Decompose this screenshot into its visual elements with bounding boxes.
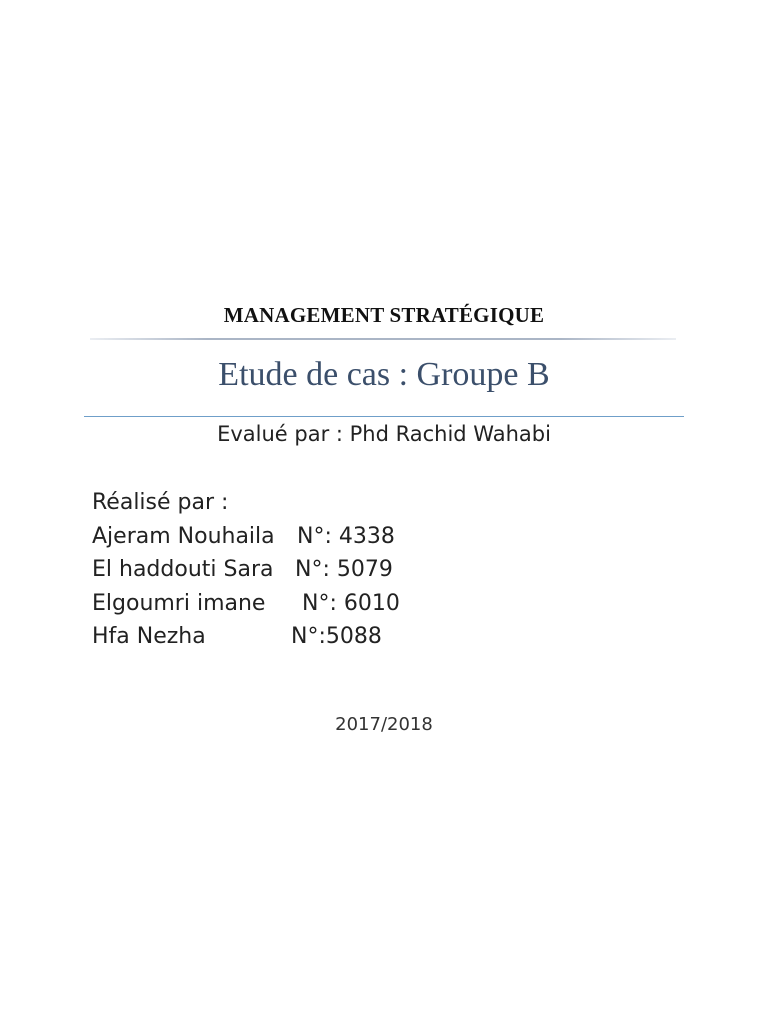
evaluator-line: Evalué par : Phd Rachid Wahabi [217,422,551,446]
member-name: Hfa Nezha [92,624,206,649]
title-divider [90,338,676,340]
member-number: N°: 5079 [295,557,393,582]
member-name: El haddouti Sara [92,557,274,582]
member-number: N°:5088 [291,624,382,649]
course-title: MANAGEMENT STRATÉGIQUE [223,303,545,327]
document-subtitle: Etude de cas : Groupe B [218,356,550,393]
authors-heading: Réalisé par : [92,490,229,515]
subtitle-divider [84,416,684,417]
member-name: Ajeram Nouhaila [92,523,275,549]
member-number: N°: 4338 [297,523,395,549]
member-name: Elgoumri imane [92,590,266,616]
member-number: N°: 6010 [302,590,400,616]
academic-year: 2017/2018 [335,714,433,735]
